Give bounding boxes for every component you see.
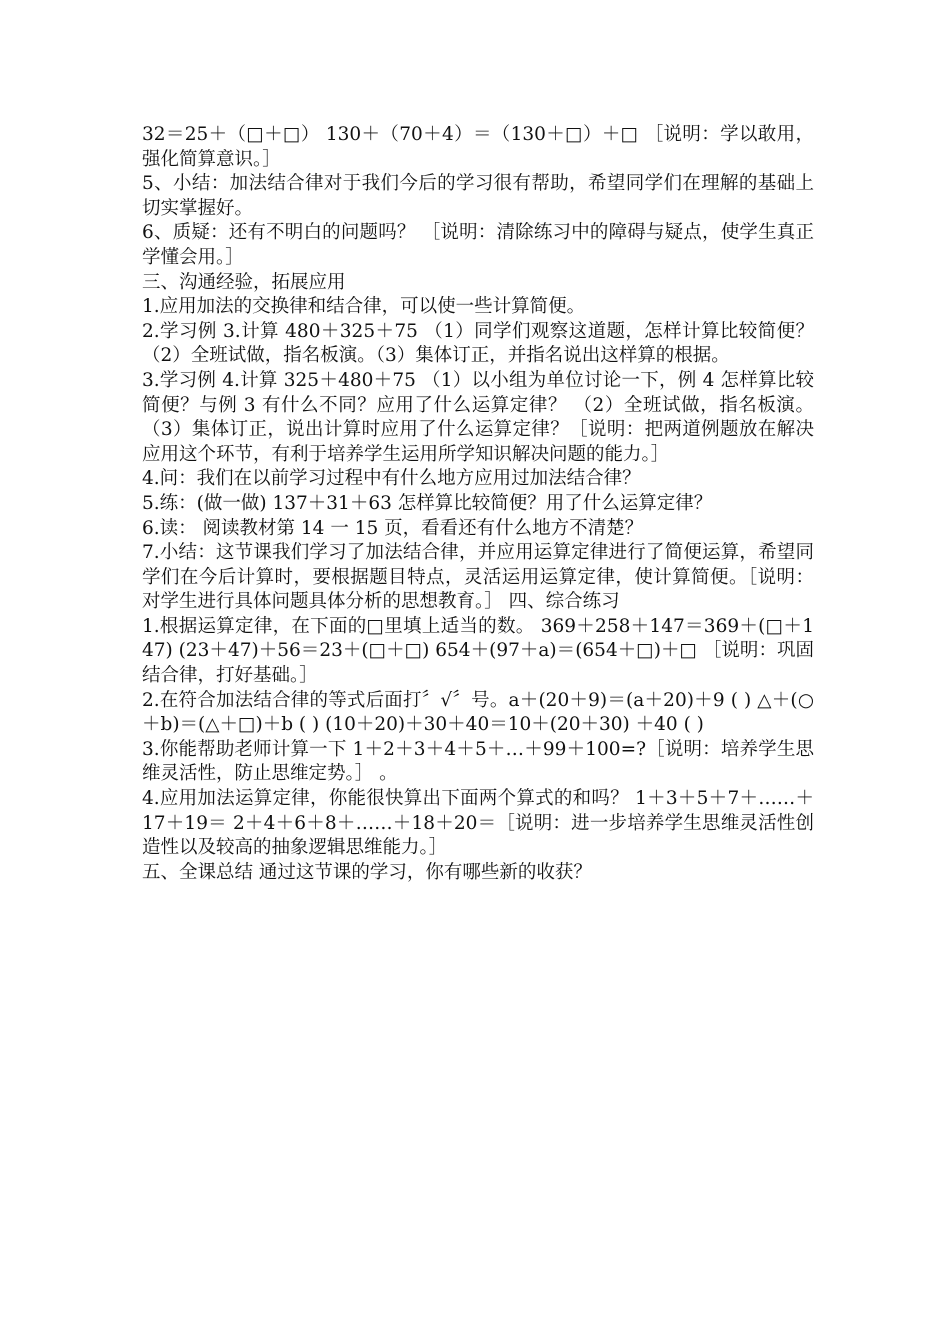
paragraph-item-1: 1.应用加法的交换律和结合律，可以使一些计算简便。	[142, 296, 586, 318]
paragraph-exercise-3: 3.你能帮助老师计算一下 1＋2＋3＋4＋5＋…＋99＋100=?［说明：培养学生思维灵活性，防止思维定势。］ 。	[142, 738, 814, 785]
paragraph-exercise-1: 1.根据运算定律，在下面的□里填上适当的数。 369＋258＋147＝369＋(□＋147) (23＋47)＋56＝23＋(□＋□) 654＋(97＋a)＝(654＋□)＋□ ［说明：巩固结合律，打好基础。］	[142, 615, 814, 687]
section-heading-5: 五、全课总结 通过这节课的学习，你有哪些新的收获？	[142, 861, 592, 883]
paragraph-exercise-4: 4.应用加法运算定律，你能很快算出下面两个算式的和吗？ 1＋3＋5＋7＋……＋17＋19＝ 2＋4＋6＋8＋……＋18＋20＝［说明：进一步培养学生思维灵活性创造性以及较高的抽象逻辑思维能力。］	[142, 788, 814, 859]
paragraph-exercise-2: 2.在符合加法结合律的等式后面打〞√〞号。a＋(20＋9)＝(a＋20)＋9 ( ) △＋(○＋b)＝(△＋□)＋b ( ) (10＋20)＋30＋40＝10＋(20＋30) ＋40 ( )	[142, 689, 814, 736]
paragraph-equations-intro: 32＝25＋（□＋□） 130＋（70＋4）＝（130＋□）＋□ ［说明：学以敢用，强化简算意识。］	[142, 124, 814, 170]
paragraph-item-5: 5.练：(做一做) 137＋31＋63 怎样算比较简便？用了什么运算定律？	[142, 492, 713, 514]
paragraph-item-7: 7.小结：这节课我们学习了加法结合律，并应用运算定律进行了简便运算，希望同学们在今后计算时，要根据题目特点，灵活运用运算定律，使计算简便。［说明：对学生进行具体问题具体分析的思想教育。］ 四、综合练习	[142, 542, 814, 613]
paragraph-example-4: 3.学习例 4.计算 325＋480＋75 （1）以小组为单位讨论一下，例 4 怎样算比较简便？与例 3 有什么不同？应用了什么运算定律？ （2）全班试做，指名板演。（3）集体订正，说出计算时应用了什么运算定律？［说明：把两道例题放在解决应用这个环节，有利于培养学生运用所学知识解决问题的能力。］	[142, 369, 814, 465]
paragraph-example-3: 2.学习例 3.计算 480＋325＋75 （1）同学们观察这道题，怎样计算比较简便？ （2）全班试做，指名板演。（3）集体订正，并指名说出这样算的根据。	[142, 320, 814, 367]
document-body	[142, 123, 814, 885]
paragraph-summary-5: 5、小结：加法结合律对于我们今后的学习很有帮助，希望同学们在理解的基础上切实掌握好。	[142, 173, 814, 219]
paragraph-questions-6: 6、质疑：还有不明白的问题吗？ ［说明：清除练习中的障碍与疑点，使学生真正学懂会用。］	[142, 222, 814, 268]
paragraph-item-6: 6.读： 阅读教材第 14 一 15 页，看看还有什么地方不清楚？	[142, 517, 644, 539]
paragraph-item-4: 4.问：我们在以前学习过程中有什么地方应用过加法结合律？	[142, 468, 641, 490]
section-heading-3: 三、沟通经验，拓展应用	[142, 271, 346, 293]
